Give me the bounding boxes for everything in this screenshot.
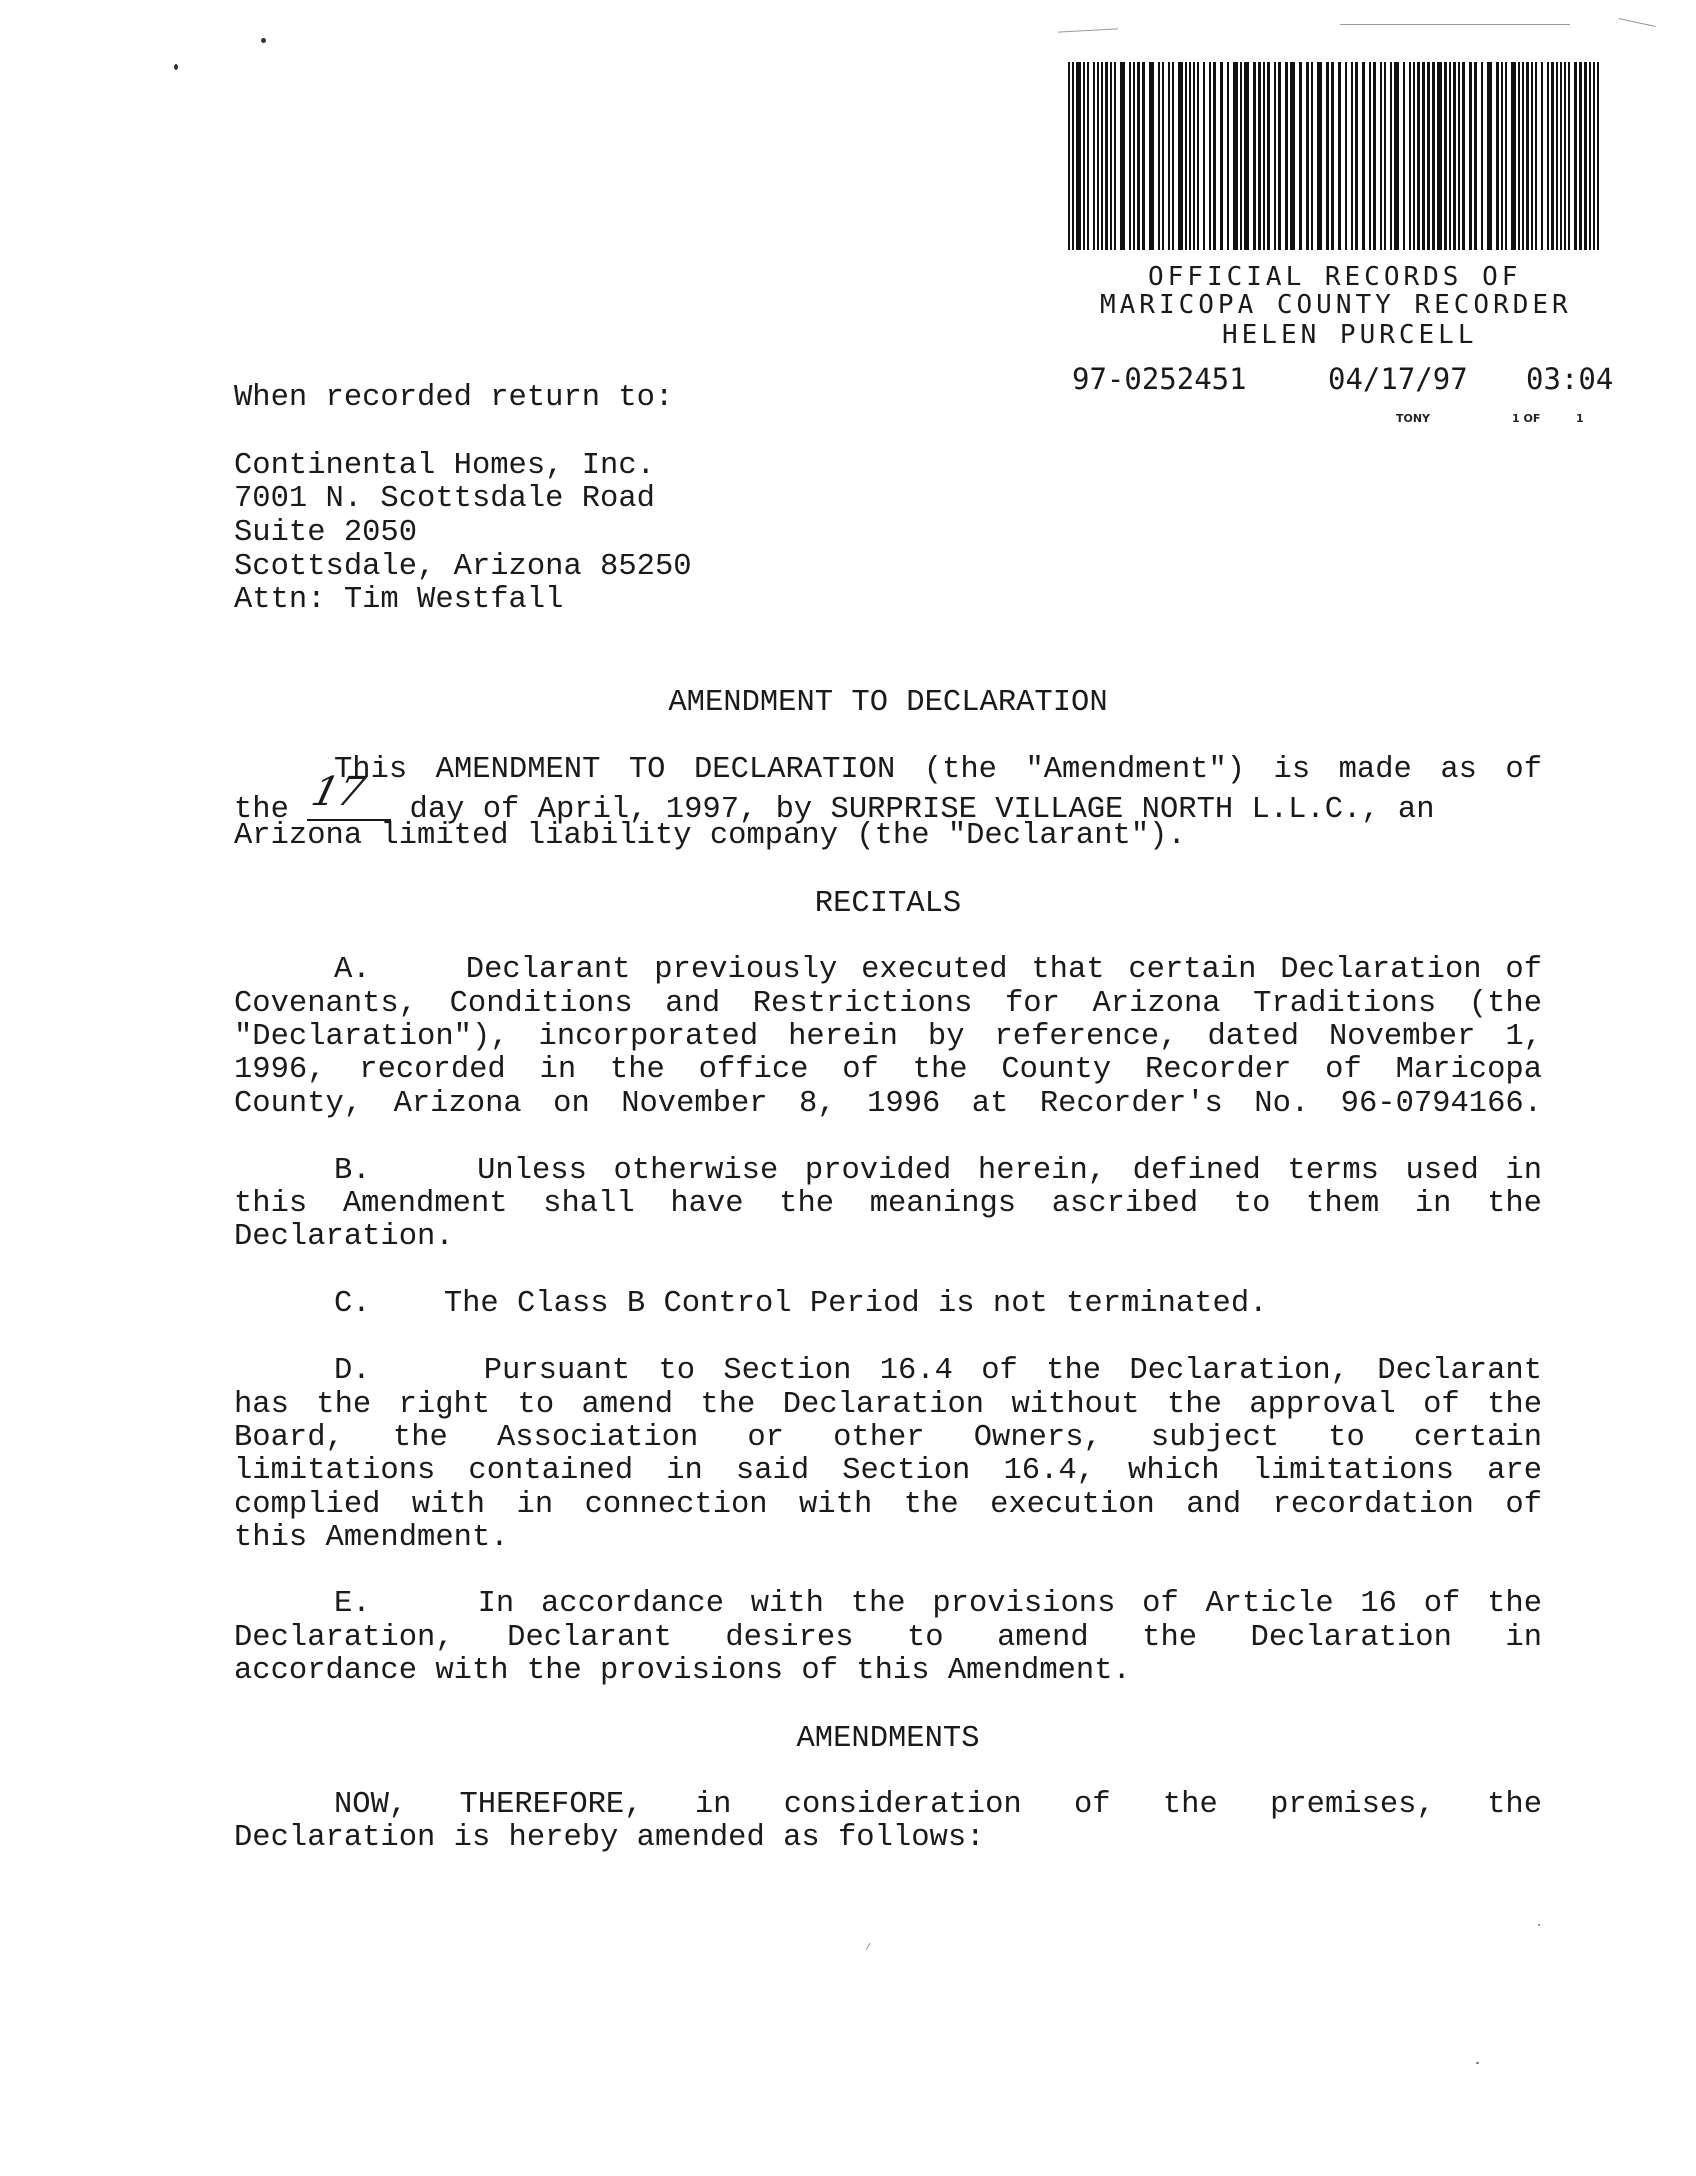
- recorder-barcode: [1068, 62, 1600, 250]
- recital-b-line: this Amendment shall have the meanings ascribed to them in the: [234, 1187, 1542, 1221]
- barcode-bar: [1258, 62, 1261, 250]
- barcode-bar: [1547, 62, 1549, 250]
- recording-page-total: 1: [1576, 412, 1584, 425]
- barcode-bar: [1444, 62, 1447, 250]
- barcode-bar: [1133, 62, 1135, 250]
- recital-d-line: this Amendment.: [234, 1521, 509, 1555]
- barcode-bar: [1593, 62, 1595, 250]
- recording-number: 97-0252451: [1072, 362, 1247, 396]
- return-address-line: 7001 N. Scottsdale Road: [234, 482, 655, 516]
- barcode-bar: [1227, 62, 1229, 250]
- barcode-bar: [1097, 62, 1099, 250]
- barcode-bar: [1244, 62, 1249, 250]
- barcode-bar: [1453, 62, 1456, 250]
- barcode-bar: [1369, 62, 1371, 250]
- barcode-bar: [1345, 62, 1347, 250]
- recital-a-line: Covenants, Conditions and Restrictions for Arizona Traditions (the: [234, 987, 1542, 1021]
- barcode-bar: [1541, 62, 1543, 250]
- scan-artifact-line: [1618, 18, 1655, 27]
- barcode-bar: [1351, 62, 1353, 250]
- barcode-bar: [1522, 62, 1524, 250]
- barcode-bar: [1137, 62, 1140, 250]
- barcode-bar: [1189, 62, 1191, 250]
- barcode-bar: [1129, 62, 1131, 250]
- barcode-bar: [1290, 62, 1295, 250]
- barcode-bar: [1220, 62, 1223, 250]
- recording-time: 03:04: [1526, 362, 1614, 396]
- recorder-header-line-3: HELEN PURCELL: [1222, 320, 1478, 350]
- amendments-heading: AMENDMENTS: [796, 1722, 980, 1756]
- scan-speck: [1476, 2062, 1479, 2064]
- recorder-header-line-1: OFFICIAL RECORDS OF: [1148, 262, 1522, 292]
- barcode-bar: [1417, 62, 1420, 250]
- return-address-line: Continental Homes, Inc.: [234, 449, 655, 483]
- barcode-bar: [1458, 62, 1460, 250]
- barcode-bar: [1531, 62, 1533, 250]
- barcode-bar: [1487, 62, 1492, 250]
- scan-artifact-line: [1058, 28, 1118, 32]
- barcode-bar: [1384, 62, 1386, 250]
- barcode-bar: [1120, 62, 1125, 250]
- return-address-line: Attn: Tim Westfall: [234, 583, 564, 617]
- amendments-line: Declaration is hereby amended as follows:: [234, 1821, 985, 1855]
- barcode-bar: [1511, 62, 1516, 250]
- barcode-bar: [1380, 62, 1382, 250]
- barcode-bar: [1299, 62, 1302, 250]
- document-title: AMENDMENT TO DECLARATION: [668, 686, 1108, 720]
- barcode-bar: [1432, 62, 1435, 250]
- recital-e-line: accordance with the provisions of this Amendment.: [234, 1654, 1131, 1688]
- barcode-bar: [1274, 62, 1276, 250]
- recital-a-line: County, Arizona on November 8, 1996 at Recorder's No. 96-0794166.: [234, 1087, 1542, 1121]
- barcode-bar: [1076, 62, 1081, 250]
- recital-a-line: 1996, recorded in the office of the County Recorder of Maricopa: [234, 1053, 1542, 1087]
- barcode-bar: [1162, 62, 1164, 250]
- return-address-line: Suite 2050: [234, 516, 418, 550]
- recital-b-line: B. Unless otherwise provided herein, defined terms used in: [334, 1154, 1542, 1188]
- barcode-bar: [1390, 62, 1392, 250]
- recital-b-line: Declaration.: [234, 1220, 454, 1254]
- scan-artifact-mark: [866, 1943, 871, 1950]
- barcode-bar: [1213, 62, 1216, 250]
- barcode-bar: [1574, 62, 1577, 250]
- barcode-bar: [1564, 62, 1566, 250]
- barcode-bar: [1185, 62, 1187, 250]
- barcode-bar: [1449, 62, 1451, 250]
- barcode-bar: [1267, 62, 1270, 250]
- barcode-bar: [1203, 62, 1205, 250]
- barcode-bar: [1317, 62, 1322, 250]
- barcode-bar: [1589, 62, 1591, 250]
- barcode-bar: [1197, 62, 1199, 250]
- barcode-bar: [1253, 62, 1256, 250]
- barcode-bar: [1306, 62, 1309, 250]
- return-to-heading: When recorded return to:: [234, 381, 674, 415]
- barcode-bar: [1149, 62, 1154, 250]
- handwritten-day: [307, 767, 385, 815]
- recital-a-line: "Declaration"), incorporated herein by reference, dated November 1,: [234, 1020, 1542, 1054]
- scan-speck: [261, 38, 266, 43]
- recital-d-line: complied with in connection with the execution and recordation of: [234, 1488, 1542, 1522]
- barcode-bar: [1409, 62, 1411, 250]
- recording-date: 04/17/97: [1328, 362, 1468, 396]
- barcode-bar: [1496, 62, 1499, 250]
- barcode-bar: [1178, 62, 1183, 250]
- barcode-bar: [1427, 62, 1430, 250]
- recital-d-line: Board, the Association or other Owners, subject to certain: [234, 1421, 1542, 1455]
- recital-a-line: A. Declarant previously executed that certain Declaration of: [334, 953, 1542, 987]
- intro-line-1: This AMENDMENT TO DECLARATION (the "Amendment") is made as of: [334, 753, 1542, 787]
- barcode-bar: [1263, 62, 1265, 250]
- barcode-bar: [1311, 62, 1313, 250]
- intro-pre: the: [234, 793, 289, 827]
- amendments-line: NOW, THEREFORE, in consideration of the premises, the: [334, 1788, 1542, 1822]
- scan-speck: [1538, 1924, 1540, 1926]
- barcode-bar: [1093, 62, 1095, 250]
- barcode-bar: [1535, 62, 1537, 250]
- barcode-bar: [1285, 62, 1288, 250]
- barcode-bar: [1584, 62, 1587, 250]
- barcode-bar: [1469, 62, 1472, 250]
- scan-speck: [174, 64, 178, 70]
- barcode-bar: [1413, 62, 1415, 250]
- barcode-bar: [1597, 62, 1599, 250]
- barcode-bar: [1362, 62, 1365, 250]
- barcode-bar: [1338, 62, 1341, 250]
- recital-d-line: has the right to amend the Declaration without the approval of the: [234, 1388, 1542, 1422]
- barcode-bar: [1172, 62, 1174, 250]
- barcode-bar: [1326, 62, 1329, 250]
- recital-d-line: limitations contained in said Section 16.4, which limitations are: [234, 1454, 1542, 1488]
- barcode-bar: [1505, 62, 1507, 250]
- barcode-bar: [1373, 62, 1376, 250]
- barcode-bar: [1481, 62, 1483, 250]
- barcode-bar: [1114, 62, 1116, 250]
- barcode-bar: [1168, 62, 1170, 250]
- barcode-bar: [1072, 62, 1074, 250]
- recitals-heading: RECITALS: [814, 887, 962, 921]
- barcode-bar: [1568, 62, 1570, 250]
- barcode-bar: [1518, 62, 1520, 250]
- recital-e-line: E. In accordance with the provisions of Article 16 of the: [334, 1587, 1542, 1621]
- recorder-header-line-2: MARICOPA COUNTY RECORDER: [1100, 290, 1572, 320]
- barcode-bar: [1068, 62, 1070, 250]
- barcode-bar: [1437, 62, 1442, 250]
- barcode-bar: [1105, 62, 1108, 250]
- barcode-bar: [1193, 62, 1195, 250]
- barcode-bar: [1403, 62, 1405, 250]
- barcode-bar: [1110, 62, 1112, 250]
- recital-c-line: C. The Class B Control Period is not terminated.: [334, 1287, 1268, 1321]
- barcode-bar: [1579, 62, 1582, 250]
- barcode-bar: [1551, 62, 1554, 250]
- barcode-bar: [1501, 62, 1503, 250]
- barcode-bar: [1560, 62, 1562, 250]
- barcode-bar: [1233, 62, 1238, 250]
- recital-e-line: Declaration, Declarant desires to amend the Declaration in: [234, 1621, 1542, 1655]
- barcode-bar: [1422, 62, 1425, 250]
- intro-line-3: Arizona limited liability company (the "Declarant").: [234, 819, 1186, 853]
- barcode-bar: [1101, 62, 1103, 250]
- recital-d-line: D. Pursuant to Section 16.4 of the Declaration, Declarant: [334, 1354, 1542, 1388]
- barcode-bar: [1462, 62, 1465, 250]
- barcode-bar: [1474, 62, 1477, 250]
- recording-page: 1 OF: [1512, 412, 1541, 425]
- return-address-line: Scottsdale, Arizona 85250: [234, 550, 692, 584]
- recording-clerk: TONY: [1396, 412, 1431, 425]
- barcode-bar: [1556, 62, 1558, 250]
- handwritten-day-text: 17: [307, 767, 370, 815]
- barcode-bar: [1526, 62, 1529, 250]
- barcode-bar: [1240, 62, 1242, 250]
- barcode-bar: [1278, 62, 1281, 250]
- intro-post: day of April, 1997, by SURPRISE VILLAGE NORTH L.L.C., an: [409, 793, 1435, 827]
- barcode-bar: [1209, 62, 1211, 250]
- barcode-bar: [1083, 62, 1085, 250]
- barcode-bar: [1394, 62, 1399, 250]
- barcode-bar: [1355, 62, 1358, 250]
- barcode-bar: [1142, 62, 1145, 250]
- barcode-bar: [1087, 62, 1089, 250]
- scan-artifact-line: [1340, 24, 1570, 25]
- barcode-bar: [1331, 62, 1334, 250]
- day-blank: [307, 767, 391, 817]
- barcode-bar: [1158, 62, 1160, 250]
